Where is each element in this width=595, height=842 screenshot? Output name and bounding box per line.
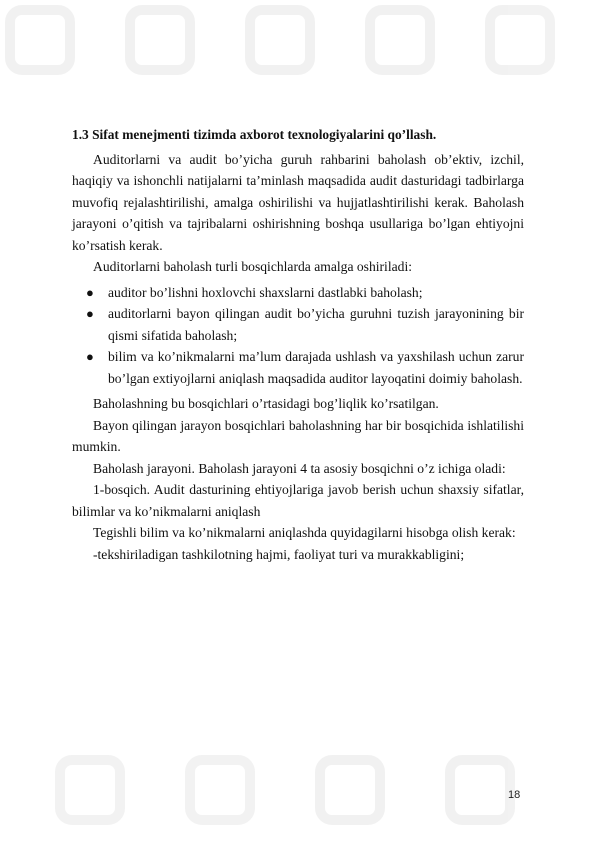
list-item — [72, 303, 524, 346]
bullet-icon: ● — [86, 284, 94, 300]
page-number: 18 — [508, 789, 521, 801]
bullet-icon: ● — [86, 306, 94, 321]
list-item-text: bilim va ko’nikmalarni ma’lum darajada ushlash va yaxshilash uchun zarur bo’lgan extiyojlarni aniqlash maqsadida auditor layoqatini doimiy baholash. — [108, 349, 524, 386]
paragraph-organization-size: -tekshiriladigan tashkilotning hajmi, faoliyat turi va murakkabligini; — [93, 546, 465, 562]
list-item-text: auditor bo’lishni hoxlovchi shaxslarni dastlabki baholash; — [108, 284, 423, 300]
list-item-text: auditorlarni bayon qilingan audit bo’yicha guruhni tuzish jarayonining bir qismi sifatida baholash; — [108, 306, 524, 343]
paragraph-evaluation-process: Baholash jarayoni. Baholash jarayoni 4 ta asosiy bosqichni o’z ichiga oladi: — [93, 460, 506, 476]
list-item — [72, 282, 524, 304]
paragraph-auditor-evaluation: Auditorlarni va audit bo’yicha guruh rahbarini baholash ob’ektiv, izchil, haqiqiy va ishonchli natijalarni ta’minlash maqsadida audit dasturidagi tadbirlarga muvofiq rejalashtirilishi, amalga oshirilishi va hujjatlashtirilishi kerak. Baholash jarayoni o’qitish va tajribalarni oshirishning boshqa usullariga bo’lgan ehtiyojni ko’rsatish kerak. — [72, 151, 524, 253]
section-heading: 1.3 Sifat menejmenti tizimda axborot texnologiyalarini qo’llash. — [72, 127, 437, 142]
paragraph-stages-intro: Auditorlarni baholash turli bosqichlarda amalga oshiriladi: — [93, 259, 412, 274]
list-item — [72, 346, 524, 389]
paragraph-stage-relation: Baholashning bu bosqichlari o’rtasidagi bog’liqlik ko’rsatilgan. — [93, 396, 439, 411]
bullet-icon: ● — [86, 349, 94, 364]
paragraph-stage-usage: Bayon qilingan jarayon bosqichlari baholashning har bir bosqichida ishlatilishi mumkin. — [72, 417, 524, 454]
document-body — [72, 124, 524, 565]
paragraph-stage-one: 1-bosqich. Audit dasturining ehtiyojlariga javob berish uchun shaxsiy sifatlar, bilimlar va ko’nikmalarni aniqlash — [72, 482, 524, 519]
bullet-list — [72, 282, 524, 390]
paragraph-knowledge-criteria: Tegishli bilim va ko’nikmalarni aniqlashda quyidagilarni hisobga olish kerak: — [93, 525, 516, 540]
